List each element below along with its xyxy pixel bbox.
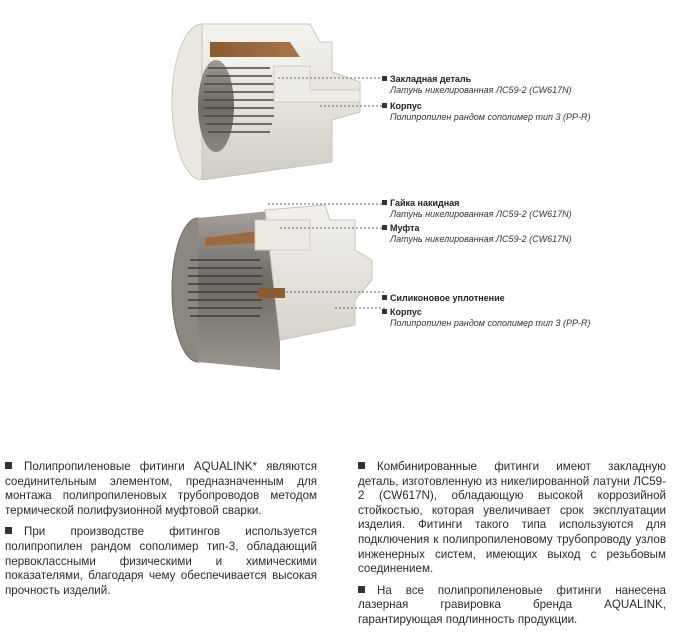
callout-spec: Латунь никелированная ЛС59-2 (CW617N) xyxy=(390,209,572,219)
callout-silicone-seal xyxy=(390,293,505,304)
fitting-union-illustration xyxy=(160,180,390,390)
callout-marker xyxy=(382,309,387,314)
callout-insert xyxy=(390,74,572,96)
callout-body xyxy=(390,101,590,123)
fitting-insert-illustration xyxy=(150,2,390,180)
callout-name: Гайка накидная xyxy=(390,198,460,208)
callout-spec: Латунь никелированная ЛС59-2 (CW617N) xyxy=(390,234,572,244)
callout-name: Корпус xyxy=(390,307,422,317)
callout-marker xyxy=(382,295,387,300)
paragraph-text: На все полипропиленовые фитинги нанесена лазерная гравировка бренда AQUALINK, гарантирующая подлинность продукции. xyxy=(358,583,666,626)
callout-spec: Полипропилен рандом сополимер тип 3 (PP-R) xyxy=(390,318,591,328)
paragraph xyxy=(5,460,317,518)
bullet-icon xyxy=(358,586,365,593)
paragraph-text: При производстве фитингов используется полипропилен рандом сополимер тип-3, обладающий первоклассными физическими и химическими показателями, благодаря чему обеспечивается высокая прочность изделий. xyxy=(5,525,317,597)
callout-marker xyxy=(382,76,387,81)
callout-name: Муфта xyxy=(390,223,420,233)
paragraph-text: Комбинированные фитинги имеют закладную деталь, изготовленную из никелированной латуни ЛС59-2 (CW617N), обладающую высокой коррозийной стойкостью, которая увеличивает срок эксплуатации изделия. Фитинги такого типа используются для подключения к полипропиленовому трубопроводу узлов инженерных систем, имеющих выход с резьбовым соединением. xyxy=(358,460,666,576)
text-column-left xyxy=(5,460,317,605)
paragraph xyxy=(358,584,666,628)
callout-marker xyxy=(382,225,387,230)
paragraph-text: Полипропиленовые фитинги AQUALINK* являются соединительным элементом, предназначенным для монтажа полипропиленовых трубопроводов методом термической полифузионной муфтовой сварки. xyxy=(5,460,317,517)
bullet-icon xyxy=(5,462,12,469)
callout-marker xyxy=(382,103,387,108)
callout-body-2 xyxy=(390,307,590,329)
paragraph xyxy=(358,460,666,577)
callout-name: Силиконовое уплотнение xyxy=(390,293,505,303)
text-column-right xyxy=(358,460,666,635)
bullet-icon xyxy=(358,462,365,469)
callout-union-nut xyxy=(390,198,572,220)
callout-marker xyxy=(382,200,387,205)
callout-coupling xyxy=(390,223,572,245)
callout-name: Корпус xyxy=(390,101,422,111)
bullet-icon xyxy=(5,527,12,534)
callout-name: Закладная деталь xyxy=(390,74,472,84)
paragraph xyxy=(5,525,317,598)
callout-spec: Латунь никелированная ЛС59-2 (CW617N) xyxy=(390,85,572,95)
callout-spec: Полипропилен рандом сополимер тип 3 (PP-R) xyxy=(390,112,591,122)
